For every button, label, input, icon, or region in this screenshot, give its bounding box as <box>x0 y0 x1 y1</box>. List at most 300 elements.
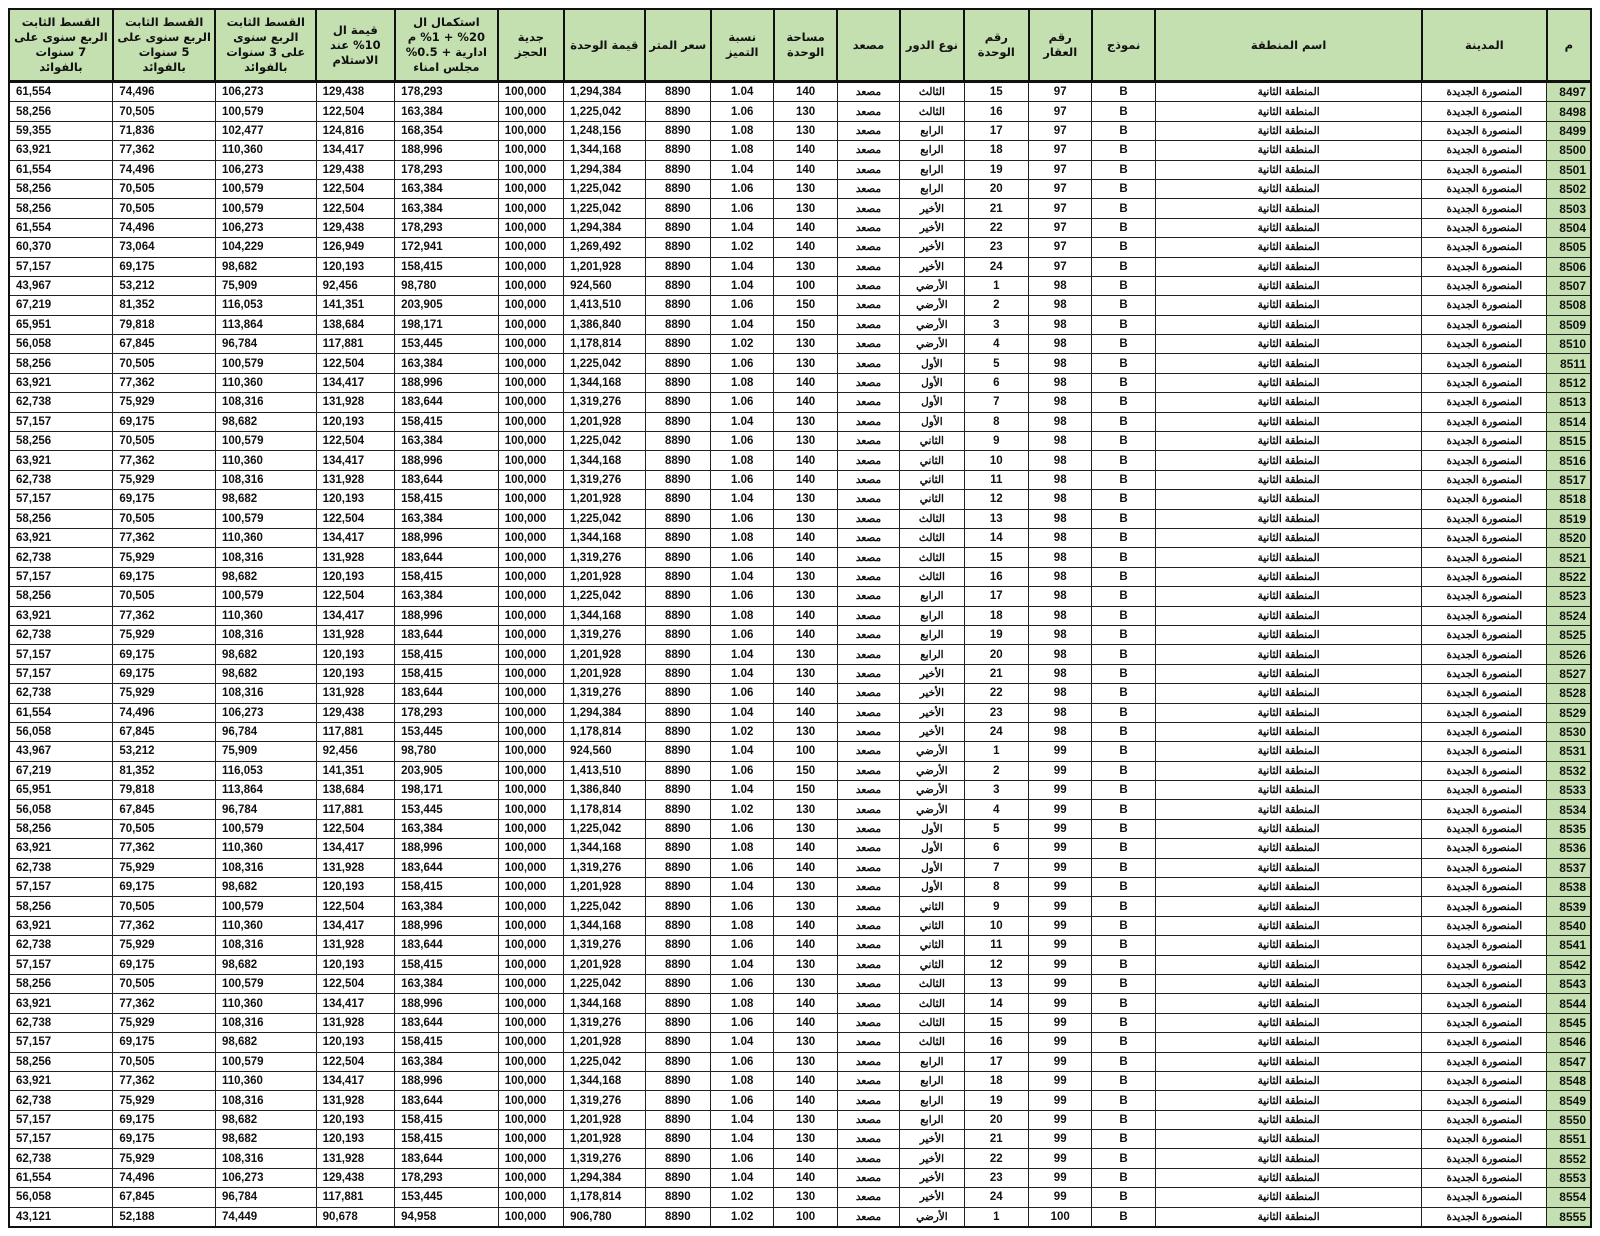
floor-type-cell: الأرضي <box>900 800 964 819</box>
installment-3y-cell: 98,682 <box>215 1110 316 1129</box>
installment-5y-cell: 74,496 <box>113 218 216 237</box>
booking-deposit-cell: 100,000 <box>498 587 563 606</box>
unit-number-cell: 20 <box>964 179 1028 198</box>
meter-price-cell: 8890 <box>645 1091 710 1110</box>
area-name-cell: المنطقة الثانية <box>1155 1091 1422 1110</box>
area-name-cell: المنطقة الثانية <box>1155 315 1422 334</box>
meter-price-cell: 8890 <box>645 722 710 741</box>
floor-type-cell: الأخير <box>900 199 964 218</box>
down-payment-completion-cell: 203,905 <box>395 296 499 315</box>
booking-deposit-cell: 100,000 <box>498 528 563 547</box>
delivery-payment-cell: 122,504 <box>316 897 394 916</box>
table-row <box>9 974 1591 993</box>
down-payment-completion-cell: 163,384 <box>395 897 499 916</box>
premium-ratio-cell: 1.04 <box>711 664 774 683</box>
unit-number-cell: 12 <box>964 490 1028 509</box>
delivery-payment-cell: 126,949 <box>316 238 394 257</box>
city-cell: المنصورة الجديدة <box>1422 412 1547 431</box>
unit-value-cell: 924,560 <box>564 276 646 295</box>
unit-area-cell: 130 <box>774 257 837 276</box>
elevator-cell: مصعد <box>837 1149 899 1168</box>
installment-3y-cell: 113,864 <box>215 315 316 334</box>
installment-7y-cell: 67,219 <box>9 296 113 315</box>
unit-value-cell: 1,319,276 <box>564 470 646 489</box>
down-payment-completion-cell: 153,445 <box>395 335 499 354</box>
down-payment-completion-cell: 163,384 <box>395 819 499 838</box>
delivery-payment-cell: 131,928 <box>316 1149 394 1168</box>
booking-deposit-cell: 100,000 <box>498 839 563 858</box>
meter-price-cell: 8890 <box>645 974 710 993</box>
unit-number-cell: 23 <box>964 238 1028 257</box>
floor-type-cell: الأرضي <box>900 1207 964 1227</box>
area-name-cell: المنطقة الثانية <box>1155 974 1422 993</box>
unit-area-cell: 150 <box>774 761 837 780</box>
property-number-cell: 99 <box>1029 1110 1092 1129</box>
premium-ratio-cell: 1.08 <box>711 141 774 160</box>
model-cell: B <box>1092 664 1155 683</box>
booking-deposit-cell: 100,000 <box>498 548 563 567</box>
table-row <box>9 1071 1591 1090</box>
unit-area-cell: 130 <box>774 102 837 121</box>
model-cell: B <box>1092 1013 1155 1032</box>
unit-value-cell: 1,413,510 <box>564 296 646 315</box>
premium-ratio-cell: 1.04 <box>711 412 774 431</box>
delivery-payment-cell: 117,881 <box>316 800 394 819</box>
unit-number-cell: 2 <box>964 296 1028 315</box>
booking-deposit-cell: 100,000 <box>498 684 563 703</box>
unit-area-cell: 130 <box>774 1110 837 1129</box>
unit-area-cell: 140 <box>774 238 837 257</box>
installment-3y-cell: 100,579 <box>215 179 316 198</box>
installment-5y-cell: 69,175 <box>113 645 216 664</box>
property-number-cell: 98 <box>1029 587 1092 606</box>
floor-type-cell: الأول <box>900 839 964 858</box>
model-cell: B <box>1092 955 1155 974</box>
unit-value-cell: 1,319,276 <box>564 684 646 703</box>
down-payment-completion-cell: 183,644 <box>395 858 499 877</box>
model-cell: B <box>1092 1149 1155 1168</box>
unit-value-cell: 1,201,928 <box>564 878 646 897</box>
table-row <box>9 528 1591 547</box>
table-row <box>9 1130 1591 1149</box>
premium-ratio-cell: 1.02 <box>711 1188 774 1207</box>
installment-7y-cell: 56,058 <box>9 335 113 354</box>
premium-ratio-cell: 1.04 <box>711 742 774 761</box>
unit-area-cell: 140 <box>774 994 837 1013</box>
model-cell: B <box>1092 451 1155 470</box>
unit-number-cell: 19 <box>964 1091 1028 1110</box>
area-name-cell: المنطقة الثانية <box>1155 858 1422 877</box>
unit-area-cell: 130 <box>774 664 837 683</box>
down-payment-completion-cell: 198,171 <box>395 781 499 800</box>
installment-7y-cell: 62,738 <box>9 393 113 412</box>
installment-5y-cell: 81,352 <box>113 761 216 780</box>
unit-value-cell: 1,344,168 <box>564 528 646 547</box>
index-cell: 8539 <box>1547 897 1591 916</box>
table-row <box>9 141 1591 160</box>
unit-number-cell: 24 <box>964 722 1028 741</box>
meter-price-cell: 8890 <box>645 625 710 644</box>
installment-3y-cell: 106,273 <box>215 703 316 722</box>
floor-type-cell: الرابع <box>900 1110 964 1129</box>
unit-number-cell: 5 <box>964 819 1028 838</box>
floor-type-cell: الأول <box>900 373 964 392</box>
down-payment-completion-cell: 163,384 <box>395 179 499 198</box>
meter-price-cell: 8890 <box>645 955 710 974</box>
booking-deposit-cell: 100,000 <box>498 1188 563 1207</box>
unit-number-cell: 16 <box>964 1033 1028 1052</box>
premium-ratio-cell: 1.06 <box>711 432 774 451</box>
installment-5y-cell: 69,175 <box>113 878 216 897</box>
premium-ratio-cell: 1.02 <box>711 238 774 257</box>
installment-7y-cell: 63,921 <box>9 528 113 547</box>
area-name-cell: المنطقة الثانية <box>1155 1052 1422 1071</box>
model-cell: B <box>1092 257 1155 276</box>
installment-7y-cell: 58,256 <box>9 509 113 528</box>
property-number-cell: 98 <box>1029 722 1092 741</box>
unit-number-cell: 10 <box>964 451 1028 470</box>
booking-deposit-cell: 100,000 <box>498 703 563 722</box>
area-name-cell: المنطقة الثانية <box>1155 645 1422 664</box>
property-number-cell: 98 <box>1029 703 1092 722</box>
city-cell: المنصورة الجديدة <box>1422 160 1547 179</box>
booking-deposit-cell: 100,000 <box>498 141 563 160</box>
property-number-cell: 99 <box>1029 1130 1092 1149</box>
installment-3y-cell: 110,360 <box>215 839 316 858</box>
unit-number-cell: 7 <box>964 393 1028 412</box>
installment-7y-cell: 63,921 <box>9 839 113 858</box>
index-cell: 8546 <box>1547 1033 1591 1052</box>
property-number-cell: 99 <box>1029 1033 1092 1052</box>
down-payment-completion-cell: 158,415 <box>395 645 499 664</box>
elevator-cell: مصعد <box>837 257 899 276</box>
unit-area-cell: 140 <box>774 451 837 470</box>
installment-5y-cell: 79,818 <box>113 315 216 334</box>
installment-5y-cell: 75,929 <box>113 393 216 412</box>
floor-type-cell: الثاني <box>900 490 964 509</box>
down-payment-completion-cell: 188,996 <box>395 1071 499 1090</box>
unit-area-cell: 130 <box>774 1188 837 1207</box>
delivery-payment-cell: 117,881 <box>316 722 394 741</box>
model-cell: B <box>1092 141 1155 160</box>
installment-5y-cell: 77,362 <box>113 373 216 392</box>
installment-3y-cell: 110,360 <box>215 994 316 1013</box>
city-cell: المنصورة الجديدة <box>1422 722 1547 741</box>
meter-price-cell: 8890 <box>645 451 710 470</box>
col-header-floor-type: نوع الدور <box>900 9 964 82</box>
down-payment-completion-cell: 158,415 <box>395 955 499 974</box>
table-row <box>9 218 1591 237</box>
area-name-cell: المنطقة الثانية <box>1155 761 1422 780</box>
model-cell: B <box>1092 645 1155 664</box>
model-cell: B <box>1092 567 1155 586</box>
city-cell: المنصورة الجديدة <box>1422 179 1547 198</box>
unit-value-cell: 1,319,276 <box>564 548 646 567</box>
city-cell: المنصورة الجديدة <box>1422 354 1547 373</box>
elevator-cell: مصعد <box>837 335 899 354</box>
col-header-delivery-payment: قيمة ال 10% عند الاستلام <box>316 9 394 82</box>
city-cell: المنصورة الجديدة <box>1422 858 1547 877</box>
installment-7y-cell: 63,921 <box>9 916 113 935</box>
property-number-cell: 98 <box>1029 528 1092 547</box>
table-row <box>9 257 1591 276</box>
elevator-cell: مصعد <box>837 781 899 800</box>
model-cell: B <box>1092 878 1155 897</box>
premium-ratio-cell: 1.02 <box>711 1207 774 1227</box>
installment-3y-cell: 100,579 <box>215 1052 316 1071</box>
meter-price-cell: 8890 <box>645 761 710 780</box>
index-cell: 8543 <box>1547 974 1591 993</box>
elevator-cell: مصعد <box>837 470 899 489</box>
area-name-cell: المنطقة الثانية <box>1155 742 1422 761</box>
booking-deposit-cell: 100,000 <box>498 82 563 102</box>
model-cell: B <box>1092 509 1155 528</box>
unit-area-cell: 140 <box>774 393 837 412</box>
area-name-cell: المنطقة الثانية <box>1155 528 1422 547</box>
meter-price-cell: 8890 <box>645 199 710 218</box>
city-cell: المنصورة الجديدة <box>1422 528 1547 547</box>
property-number-cell: 99 <box>1029 878 1092 897</box>
floor-type-cell: الأخير <box>900 1130 964 1149</box>
installment-7y-cell: 62,738 <box>9 936 113 955</box>
meter-price-cell: 8890 <box>645 160 710 179</box>
city-cell: المنصورة الجديدة <box>1422 257 1547 276</box>
unit-area-cell: 130 <box>774 722 837 741</box>
delivery-payment-cell: 129,438 <box>316 218 394 237</box>
premium-ratio-cell: 1.06 <box>711 684 774 703</box>
city-cell: المنصورة الجديدة <box>1422 373 1547 392</box>
table-row <box>9 936 1591 955</box>
elevator-cell: مصعد <box>837 684 899 703</box>
elevator-cell: مصعد <box>837 490 899 509</box>
installment-7y-cell: 43,121 <box>9 1207 113 1227</box>
index-cell: 8538 <box>1547 878 1591 897</box>
down-payment-completion-cell: 183,644 <box>395 470 499 489</box>
elevator-cell: مصعد <box>837 121 899 140</box>
delivery-payment-cell: 134,417 <box>316 606 394 625</box>
booking-deposit-cell: 100,000 <box>498 432 563 451</box>
unit-area-cell: 140 <box>774 82 837 102</box>
area-name-cell: المنطقة الثانية <box>1155 490 1422 509</box>
elevator-cell: مصعد <box>837 878 899 897</box>
installment-5y-cell: 75,929 <box>113 684 216 703</box>
unit-value-cell: 1,319,276 <box>564 1091 646 1110</box>
down-payment-completion-cell: 158,415 <box>395 664 499 683</box>
floor-type-cell: الأول <box>900 354 964 373</box>
index-cell: 8551 <box>1547 1130 1591 1149</box>
booking-deposit-cell: 100,000 <box>498 1110 563 1129</box>
delivery-payment-cell: 122,504 <box>316 819 394 838</box>
booking-deposit-cell: 100,000 <box>498 160 563 179</box>
unit-value-cell: 1,201,928 <box>564 1130 646 1149</box>
installment-3y-cell: 100,579 <box>215 354 316 373</box>
installment-7y-cell: 63,921 <box>9 141 113 160</box>
table-row <box>9 335 1591 354</box>
floor-type-cell: الثالث <box>900 1033 964 1052</box>
property-number-cell: 97 <box>1029 218 1092 237</box>
down-payment-completion-cell: 98,780 <box>395 276 499 295</box>
down-payment-completion-cell: 163,384 <box>395 587 499 606</box>
city-cell: المنصورة الجديدة <box>1422 625 1547 644</box>
meter-price-cell: 8890 <box>645 1130 710 1149</box>
premium-ratio-cell: 1.06 <box>711 1052 774 1071</box>
installment-3y-cell: 98,682 <box>215 490 316 509</box>
table-row <box>9 1168 1591 1187</box>
down-payment-completion-cell: 178,293 <box>395 218 499 237</box>
table-row <box>9 470 1591 489</box>
floor-type-cell: الثاني <box>900 432 964 451</box>
unit-value-cell: 1,344,168 <box>564 994 646 1013</box>
unit-number-cell: 20 <box>964 645 1028 664</box>
installment-7y-cell: 43,967 <box>9 276 113 295</box>
table-row <box>9 684 1591 703</box>
down-payment-completion-cell: 163,384 <box>395 102 499 121</box>
index-cell: 8555 <box>1547 1207 1591 1227</box>
city-cell: المنصورة الجديدة <box>1422 1071 1547 1090</box>
premium-ratio-cell: 1.02 <box>711 800 774 819</box>
unit-area-cell: 140 <box>774 1149 837 1168</box>
unit-value-cell: 1,201,928 <box>564 412 646 431</box>
unit-number-cell: 1 <box>964 1207 1028 1227</box>
elevator-cell: مصعد <box>837 1071 899 1090</box>
unit-number-cell: 23 <box>964 1168 1028 1187</box>
elevator-cell: مصعد <box>837 1207 899 1227</box>
installment-5y-cell: 77,362 <box>113 606 216 625</box>
installment-5y-cell: 70,505 <box>113 897 216 916</box>
unit-value-cell: 924,560 <box>564 742 646 761</box>
elevator-cell: مصعد <box>837 567 899 586</box>
unit-value-cell: 1,201,928 <box>564 1110 646 1129</box>
model-cell: B <box>1092 432 1155 451</box>
premium-ratio-cell: 1.04 <box>711 703 774 722</box>
down-payment-completion-cell: 163,384 <box>395 354 499 373</box>
property-number-cell: 99 <box>1029 974 1092 993</box>
index-cell: 8535 <box>1547 819 1591 838</box>
booking-deposit-cell: 100,000 <box>498 897 563 916</box>
table-row <box>9 121 1591 140</box>
delivery-payment-cell: 134,417 <box>316 528 394 547</box>
meter-price-cell: 8890 <box>645 897 710 916</box>
area-name-cell: المنطقة الثانية <box>1155 839 1422 858</box>
installment-5y-cell: 79,818 <box>113 781 216 800</box>
unit-number-cell: 8 <box>964 878 1028 897</box>
premium-ratio-cell: 1.04 <box>711 315 774 334</box>
premium-ratio-cell: 1.06 <box>711 974 774 993</box>
floor-type-cell: الأخير <box>900 664 964 683</box>
installment-3y-cell: 100,579 <box>215 102 316 121</box>
installment-3y-cell: 96,784 <box>215 1188 316 1207</box>
unit-area-cell: 130 <box>774 1130 837 1149</box>
delivery-payment-cell: 122,504 <box>316 509 394 528</box>
booking-deposit-cell: 100,000 <box>498 916 563 935</box>
model-cell: B <box>1092 412 1155 431</box>
unit-value-cell: 1,201,928 <box>564 257 646 276</box>
property-number-cell: 100 <box>1029 1207 1092 1227</box>
delivery-payment-cell: 134,417 <box>316 1071 394 1090</box>
elevator-cell: مصعد <box>837 819 899 838</box>
elevator-cell: مصعد <box>837 974 899 993</box>
city-cell: المنصورة الجديدة <box>1422 916 1547 935</box>
model-cell: B <box>1092 974 1155 993</box>
meter-price-cell: 8890 <box>645 1052 710 1071</box>
meter-price-cell: 8890 <box>645 315 710 334</box>
area-name-cell: المنطقة الثانية <box>1155 936 1422 955</box>
area-name-cell: المنطقة الثانية <box>1155 218 1422 237</box>
meter-price-cell: 8890 <box>645 664 710 683</box>
installment-7y-cell: 58,256 <box>9 354 113 373</box>
elevator-cell: مصعد <box>837 1052 899 1071</box>
down-payment-completion-cell: 94,958 <box>395 1207 499 1227</box>
floor-type-cell: الأخير <box>900 257 964 276</box>
table-row <box>9 1188 1591 1207</box>
model-cell: B <box>1092 1033 1155 1052</box>
premium-ratio-cell: 1.06 <box>711 102 774 121</box>
model-cell: B <box>1092 742 1155 761</box>
elevator-cell: مصعد <box>837 509 899 528</box>
installment-5y-cell: 69,175 <box>113 567 216 586</box>
unit-number-cell: 10 <box>964 916 1028 935</box>
unit-area-cell: 140 <box>774 373 837 392</box>
model-cell: B <box>1092 354 1155 373</box>
property-number-cell: 99 <box>1029 994 1092 1013</box>
city-cell: المنصورة الجديدة <box>1422 645 1547 664</box>
unit-area-cell: 140 <box>774 916 837 935</box>
property-number-cell: 97 <box>1029 82 1092 102</box>
city-cell: المنصورة الجديدة <box>1422 432 1547 451</box>
table-row <box>9 1207 1591 1227</box>
unit-number-cell: 17 <box>964 121 1028 140</box>
property-number-cell: 99 <box>1029 800 1092 819</box>
elevator-cell: مصعد <box>837 1110 899 1129</box>
unit-number-cell: 19 <box>964 625 1028 644</box>
installment-3y-cell: 100,579 <box>215 587 316 606</box>
installment-5y-cell: 67,845 <box>113 800 216 819</box>
city-cell: المنصورة الجديدة <box>1422 470 1547 489</box>
unit-value-cell: 1,294,384 <box>564 1168 646 1187</box>
index-cell: 8553 <box>1547 1168 1591 1187</box>
index-cell: 8519 <box>1547 509 1591 528</box>
delivery-payment-cell: 90,678 <box>316 1207 394 1227</box>
property-number-cell: 97 <box>1029 121 1092 140</box>
installment-7y-cell: 62,738 <box>9 625 113 644</box>
elevator-cell: مصعد <box>837 102 899 121</box>
installment-7y-cell: 58,256 <box>9 897 113 916</box>
floor-type-cell: الثالث <box>900 974 964 993</box>
elevator-cell: مصعد <box>837 412 899 431</box>
delivery-payment-cell: 131,928 <box>316 1013 394 1032</box>
installment-3y-cell: 100,579 <box>215 897 316 916</box>
city-cell: المنصورة الجديدة <box>1422 1149 1547 1168</box>
unit-area-cell: 130 <box>774 587 837 606</box>
installment-5y-cell: 75,929 <box>113 1013 216 1032</box>
floor-type-cell: الأخير <box>900 238 964 257</box>
city-cell: المنصورة الجديدة <box>1422 315 1547 334</box>
delivery-payment-cell: 129,438 <box>316 82 394 102</box>
installment-3y-cell: 100,579 <box>215 432 316 451</box>
elevator-cell: مصعد <box>837 451 899 470</box>
elevator-cell: مصعد <box>837 897 899 916</box>
unit-value-cell: 1,294,384 <box>564 218 646 237</box>
installment-7y-cell: 57,157 <box>9 664 113 683</box>
unit-number-cell: 2 <box>964 761 1028 780</box>
down-payment-completion-cell: 183,644 <box>395 1013 499 1032</box>
area-name-cell: المنطقة الثانية <box>1155 1013 1422 1032</box>
down-payment-completion-cell: 178,293 <box>395 160 499 179</box>
installment-5y-cell: 77,362 <box>113 141 216 160</box>
city-cell: المنصورة الجديدة <box>1422 703 1547 722</box>
down-payment-completion-cell: 158,415 <box>395 412 499 431</box>
index-cell: 8515 <box>1547 432 1591 451</box>
